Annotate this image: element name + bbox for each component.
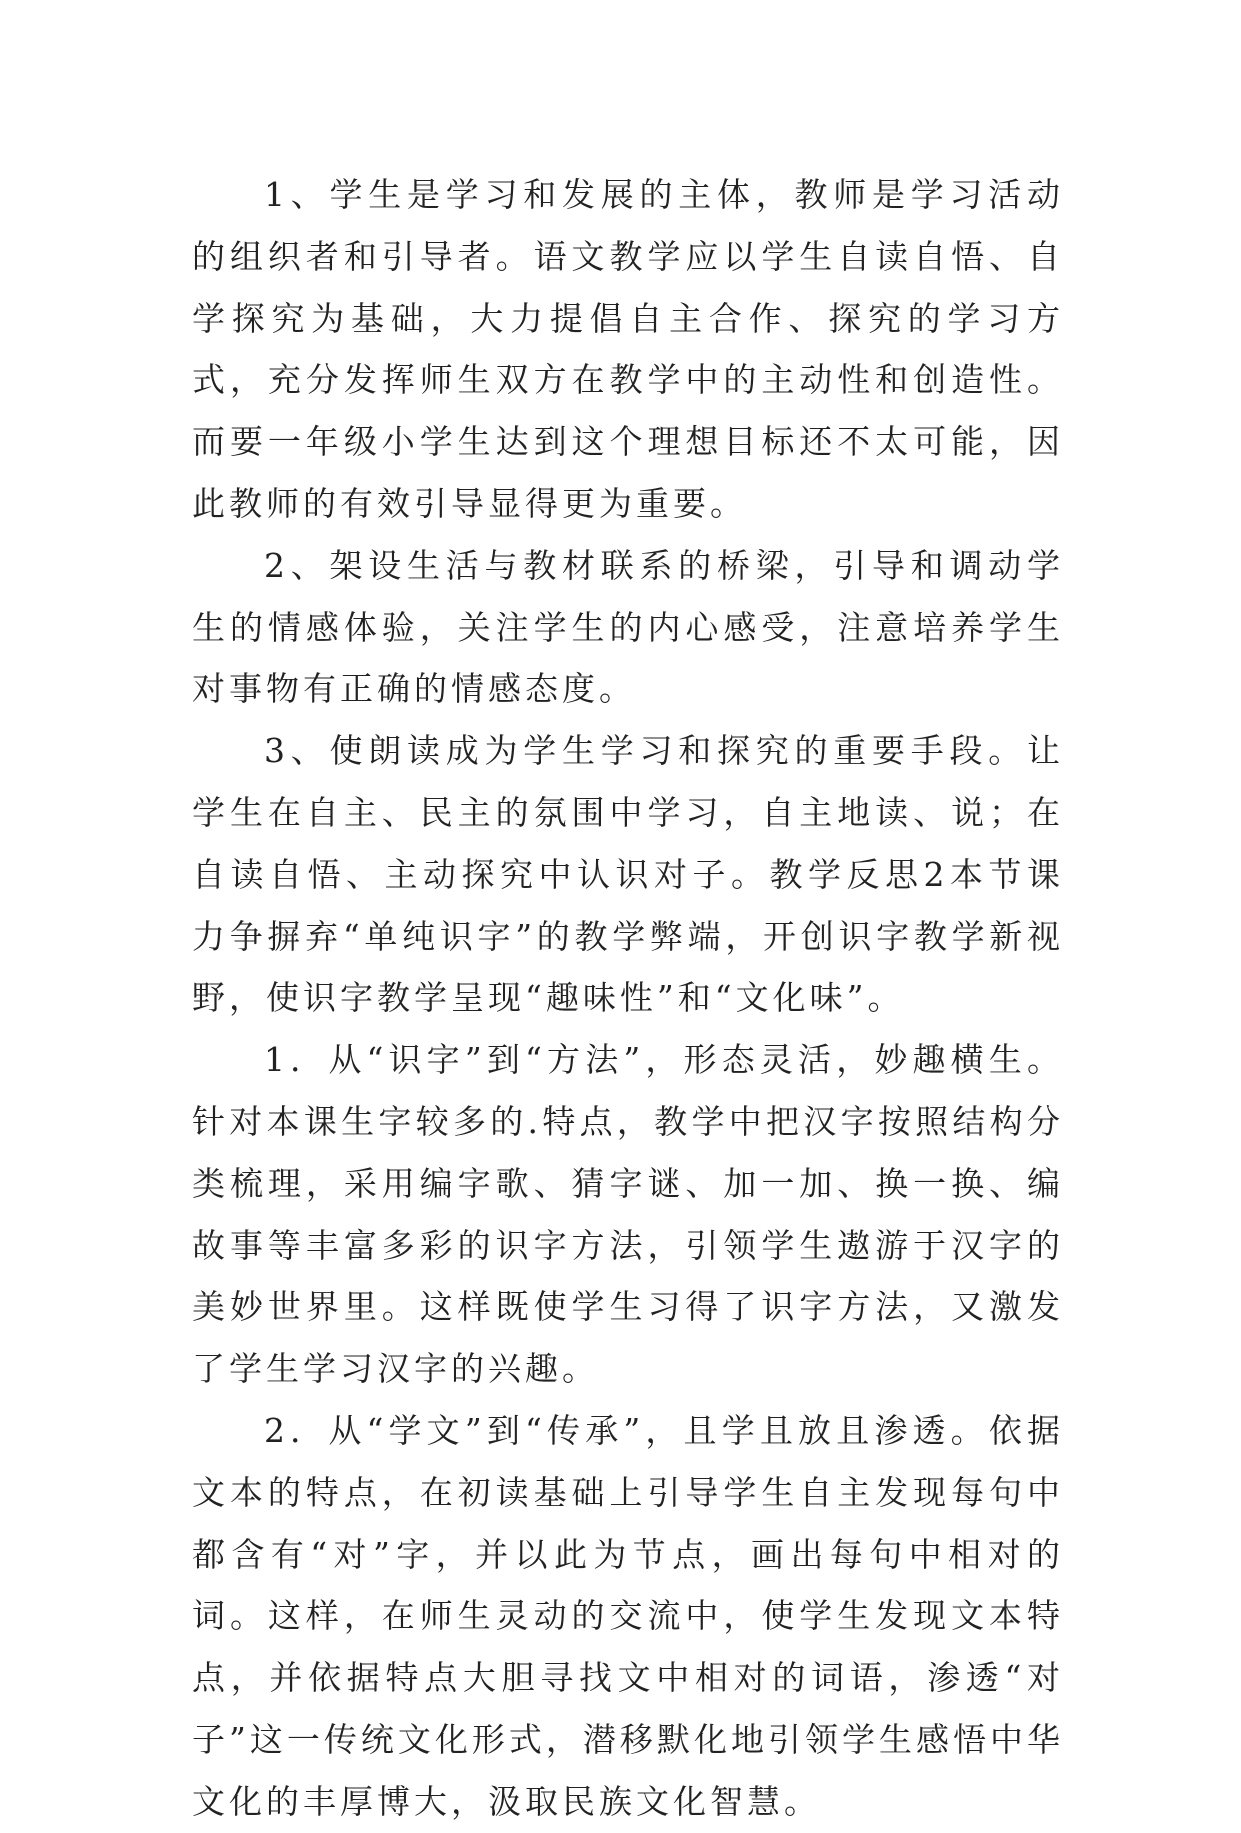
- paragraph-4: 1．从“识字”到“方法”，形态灵活，妙趣横生。针对本课生字较多的.特点，教学中把汉字按照结构分类梳理，采用编字歌、猜字谜、加一加、换一换、编故事等丰富多彩的识字方法，引领学生遨游于汉字的美妙世界里。这样既使学生习得了识字方法，又激发了学生学习汉字的兴趣。: [192, 1040, 1064, 1389]
- paragraph-3: 3、使朗读成为学生学习和探究的重要手段。让学生在自主、民主的氛围中学习，自主地读、说；在自读自悟、主动探究中认识对子。教学反思2本节课力争摒弃“单纯识字”的教学弊端，开创识字教学新视野，使识字教学呈现“趣味性”和“文化味”。: [192, 731, 1064, 1018]
- paragraph-1: 1、学生是学习和发展的主体，教师是学习活动的组织者和引导者。语文教学应以学生自读自悟、自学探究为基础，大力提倡自主合作、探究的学习方式，充分发挥师生双方在教学中的主动性和创造性。而要一年级小学生达到这个理想目标还不太可能，因此教师的有效引导显得更为重要。: [192, 175, 1064, 523]
- document-body: [192, 164, 1064, 1833]
- paragraph-5: 2．从“学文”到“传承”，且学且放且渗透。依据文本的特点，在初读基础上引导学生自主发现每句中都含有“对”字，并以此为节点，画出每句中相对的词。这样，在师生灵动的交流中，使学生发现文本特点，并依据特点大胆寻找文中相对的词语，渗透“对子”这一传统文化形式，潜移默化地引领学生感悟中华文化的丰厚博大，汲取民族文化智慧。: [192, 1410, 1064, 1821]
- paragraph-2: 2、架设生活与教材联系的桥梁，引导和调动学生的情感体验，关注学生的内心感受，注意培养学生对事物有正确的情感态度。: [192, 545, 1064, 709]
